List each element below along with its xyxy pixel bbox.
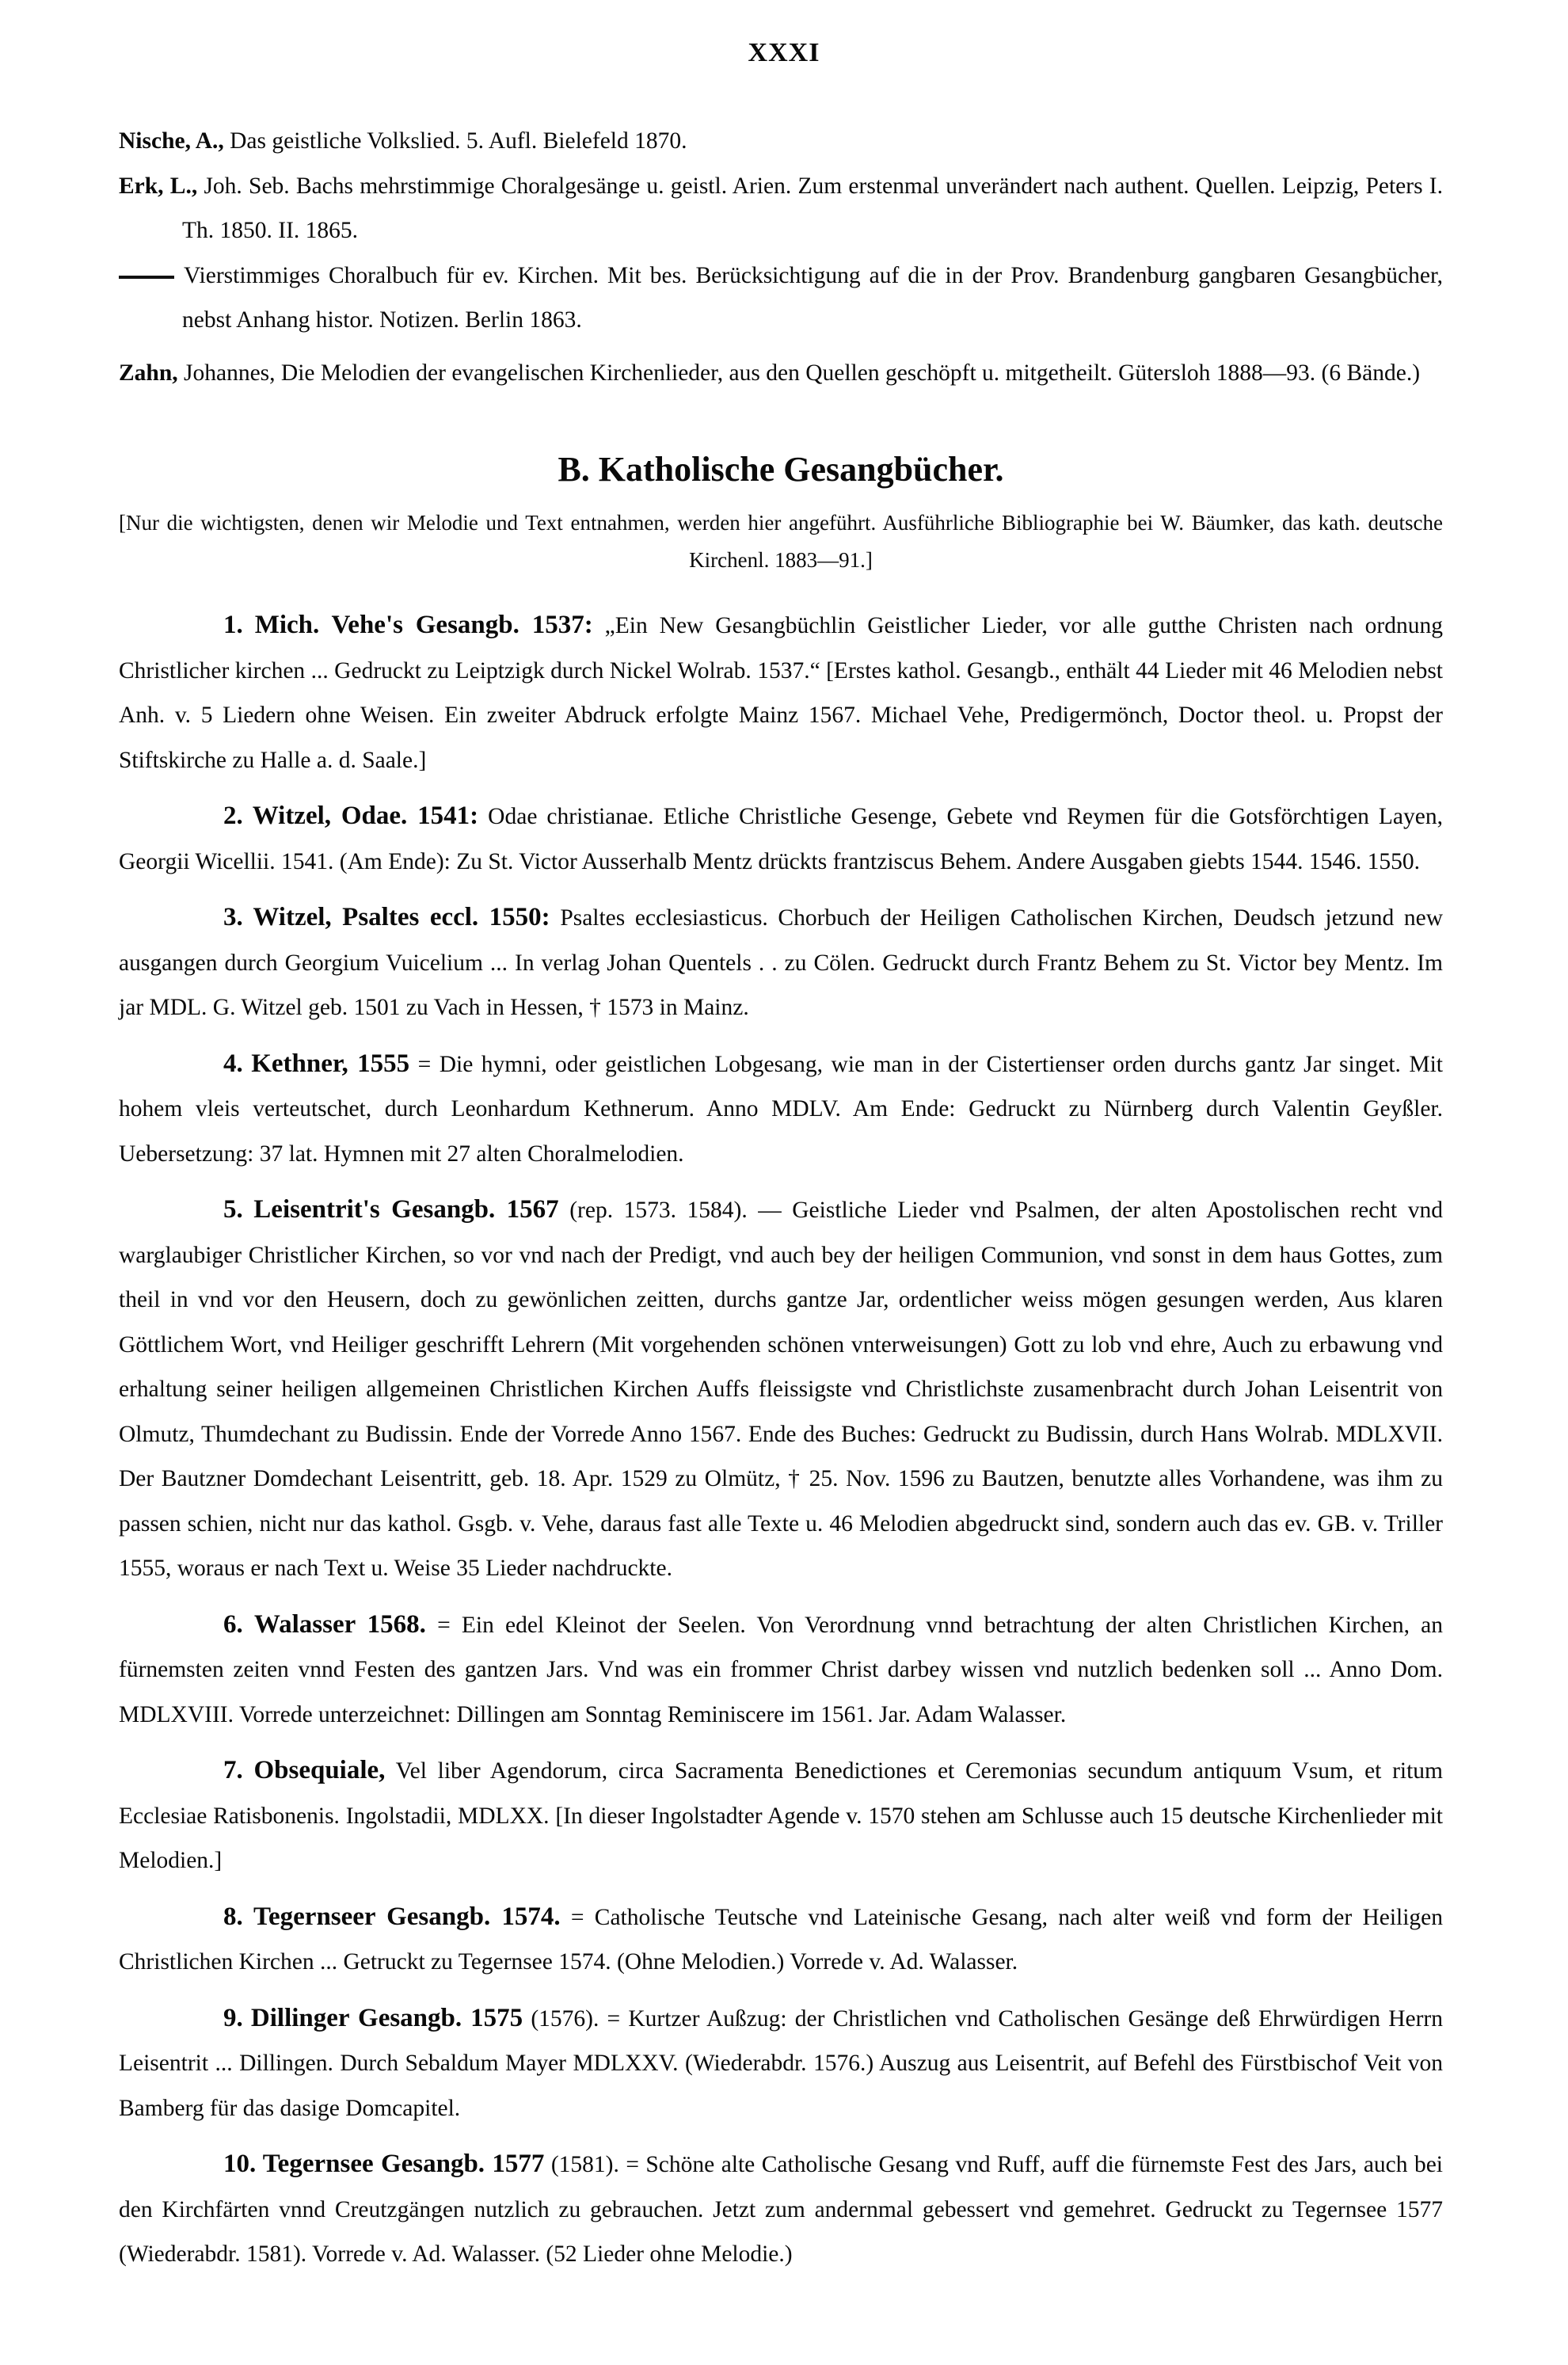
entry-list	[119, 603, 1443, 2277]
entry-number: 9.	[223, 2003, 243, 2032]
entry-title: Tegernseer Gesangb. 1574.	[253, 1902, 561, 1931]
reference-author: Erk, L.,	[119, 173, 198, 199]
entry-title: Walasser 1568.	[253, 1609, 426, 1639]
section-heading: B. Katholische Gesangbücher.	[558, 450, 1004, 489]
entry-number: 6.	[223, 1609, 243, 1639]
reference-entry	[119, 164, 1443, 253]
entry-text: Vel liber Agendorum, circa Sacramenta Benedictiones et Ceremonias secundum antiquum Vsum, et ritum Ecclesiae Ratisbonenis. Ingolstadii, MDLXX. [In dieser Ingolstadter Agende v. 1570 stehen am Schlusse auch 15 deutsche Kirchenlieder mit Melodien.]	[119, 1758, 1443, 1873]
entry-number: 10.	[223, 2150, 257, 2178]
reference-entry	[119, 351, 1443, 396]
entry-text: = Die hymni, oder geistlichen Lobgesang, wie man in der Cistertienser orden durchs gantz Jar singet. Mit hohem vleis verteutschet, durch Leonhardum Kethnerum. Anno MDLV. Am Ende: Gedruckt zu Nürnberg durch Valentin Geyßler. Uebersetzung: 37 lat. Hymnen mit 27 alten Choralmelodien.	[119, 1051, 1443, 1167]
reference-text: Vierstimmiges Choralbuch für ev. Kirchen. Mit bes. Berücksichtigung auf die in der Prov. Brandenburg gangbaren Gesangbücher, nebst Anhang histor. Notizen. Berlin 1863.	[182, 262, 1443, 333]
section-note: [Nur die wichtigsten, denen wir Melodie und Text entnahmen, werden hier angeführt. Ausführliche Bibliographie bei W. Bäumker, das kath. deutsche Kirchenl. 1883—91.]	[119, 511, 1443, 572]
reference-text: Das geistliche Volkslied. 5. Aufl. Bielefeld 1870.	[230, 128, 687, 154]
entry	[119, 1602, 1443, 1738]
entry-number: 5.	[223, 1195, 243, 1224]
entry-number: 4.	[223, 1049, 243, 1078]
entry	[119, 895, 1443, 1030]
entry-text: (rep. 1573. 1584). — Geistliche Lieder vnd Psalmen, der alten Apostolischen recht vnd warglaubiger Christlicher Kirchen, so vor vnd nach der Predigt, vnd auch bey der heiligen Communion, vnd sonst in dem haus Gottes, zum theil in vnd vor den Heusern, doch zu gewönlichen zeitten, durchs gantze Jar, ordentlicher weiss mögen gesungen werden, Aus klaren Göttlichem Wort, vnd Heiliger geschrifft Lehrern (Mit vorgehenden schönen vnterweisungen) Gott zu lob vnd ehre, Auch zu erbawung vnd erhaltung seiner heiligen allgemeinen Christlichen Kirchen Auffs fleissigste vnd Christlichste zusamenbracht durch Johan Leisentrit von Olmutz, Thumdechant zu Budissin. Ende der Vorrede Anno 1567. Ende des Buches: Gedruckt zu Budissin, durch Hans Wolrab. MDLXVII. Der Bautzner Domdechant Leisentritt, geb. 18. Apr. 1529 zu Olmütz, † 25. Nov. 1596 zu Bautzen, benutzte alles Vorhandene, was ihm zu passen schien, nicht nur das kathol. Gsgb. v. Vehe, daraus fast alle Texte u. 46 Melodien abgedruckt sind, sondern auch das ev. GB. v. Triller 1555, woraus er nach Text u. Weise 35 Lieder nachdruckte.	[119, 1198, 1443, 1581]
entry-title: Witzel, Psaltes eccl. 1550:	[253, 903, 550, 931]
entry-title: Dillinger Gesangb. 1575	[250, 2003, 523, 2032]
entry-text: „Ein New Gesangbüchlin Geistlicher Lieder, vor alle gutthe Christen nach ordnung Christlicher kirchen ... Gedruckt zu Leiptzigk durch Nickel Wolrab. 1537.“ [Erstes kathol. Gesangb., enthält 44 Lieder mit 46 Melodien nebst Anh. v. 5 Liedern ohne Weisen. Ein zweiter Abdruck erfolgte Mainz 1567. Michael Vehe, Predigermönch, Doctor theol. u. Propst der Stiftskirche zu Halle a. d. Saale.]	[119, 613, 1444, 773]
entry	[119, 1895, 1443, 1985]
reference-author: Zahn,	[119, 360, 178, 386]
entry-text: (1576). = Kurtzer Außzug: der Christlichen vnd Catholischen Gesänge deß Ehrwürdigen Herrn Leisentrit ... Dillingen. Durch Sebaldum Mayer MDLXXV. (Wiederabdr. 1576.) Auszug aus Leisentrit, auf Befehl des Fürstbischof Veit von Bamberg für das dasige Domcapitel.	[119, 2005, 1444, 2121]
entry	[119, 1042, 1443, 1177]
entry-text: = Ein edel Kleinot der Seelen. Von Verordnung vnnd betrachtung der alten Christlichen Kirchen, an fürnemsten zeiten vnnd Festen des gantzen Jars. Vnd was ein frommer Christ darbey wissen vnd nutzlich bedenken soll ... Anno Dom. MDLXVIII. Vorrede unterzeichnet: Dillingen am Sonntag Reminiscere im 1561. Jar. Adam Walasser.	[119, 1612, 1444, 1727]
entry-number: 7.	[223, 1756, 243, 1784]
entry-title: Tegernsee Gesangb. 1577	[262, 2150, 545, 2178]
entry-title: Obsequiale,	[253, 1756, 386, 1784]
entry	[119, 1996, 1443, 2131]
entry-text: Odae christianae. Etliche Christliche Gesenge, Gebete vnd Reymen für die Gotsförchtigen Layen, Georgii Wicellii. 1541. (Am Ende): Zu St. Victor Ausserhalb Mentz drückts frantziscus Behem. Andere Ausgaben giebts 1544. 1546. 1550.	[119, 804, 1443, 874]
reference-list	[119, 119, 1443, 395]
reference-text: Joh. Seb. Bachs mehrstimmige Choralgesänge u. geistl. Arien. Zum erstenmal unverändert nach authent. Quellen. Leipzig, Peters I. Th. 1850. II. 1865.	[182, 173, 1443, 243]
reference-entry	[119, 253, 1443, 343]
entry-text: Psaltes ecclesiasticus. Chorbuch der Heiligen Catholischen Kirchen, Deudsch jetzund new ausgangen durch Georgium Vuicelium ... In verlag Johan Quentels . . zu Cölen. Gedruckt durch Frantz Behem zu St. Victor bey Mentz. Im jar MDL. G. Witzel geb. 1501 zu Vach in Hessen, † 1573 in Mainz.	[119, 905, 1444, 1020]
entry-title: Leisentrit's Gesangb. 1567	[253, 1195, 559, 1224]
entry-title: Kethner, 1555	[251, 1049, 410, 1078]
entry-number: 3.	[223, 903, 243, 931]
entry-title: Witzel, Odae. 1541:	[252, 802, 479, 830]
entry	[119, 603, 1443, 783]
entry	[119, 1748, 1443, 1883]
reference-entry	[119, 119, 1443, 164]
reference-author: Nische, A.,	[119, 128, 224, 154]
page-number: XXXI	[748, 38, 820, 67]
ditto-dash	[119, 276, 174, 279]
entry-number: 8.	[223, 1902, 243, 1931]
entry	[119, 794, 1443, 884]
reference-text: Johannes, Die Melodien der evangelischen Kirchenlieder, aus den Quellen geschöpft u. mitgetheilt. Gütersloh 1888—93. (6 Bände.)	[184, 360, 1421, 386]
entry-title: Mich. Vehe's Gesangb. 1537:	[254, 611, 593, 639]
entry-number: 2.	[223, 802, 243, 830]
text-column	[119, 119, 1443, 2288]
entry	[119, 2142, 1443, 2277]
entry	[119, 1187, 1443, 1591]
entry-text: (1581). = Schöne alte Catholische Gesang vnd Ruff, auff die fürnemste Fest des Jars, auch bei den Kirchfärten vnnd Creutzgängen nutzlich zu gebrauchen. Jetzt zum andernmal gebessert vnd gemehret. Gedruckt zu Tegernsee 1577 (Wiederabdr. 1581). Vorrede v. Ad. Walasser. (52 Lieder ohne Melodie.)	[119, 2152, 1444, 2267]
entry-text: = Catholische Teutsche vnd Lateinische Gesang, nach alter weiß vnd form der Heiligen Christlichen Kirchen ... Getruckt zu Tegernsee 1574. (Ohne Melodien.) Vorrede v. Ad. Walasser.	[119, 1904, 1444, 1975]
entry-number: 1.	[223, 611, 243, 639]
